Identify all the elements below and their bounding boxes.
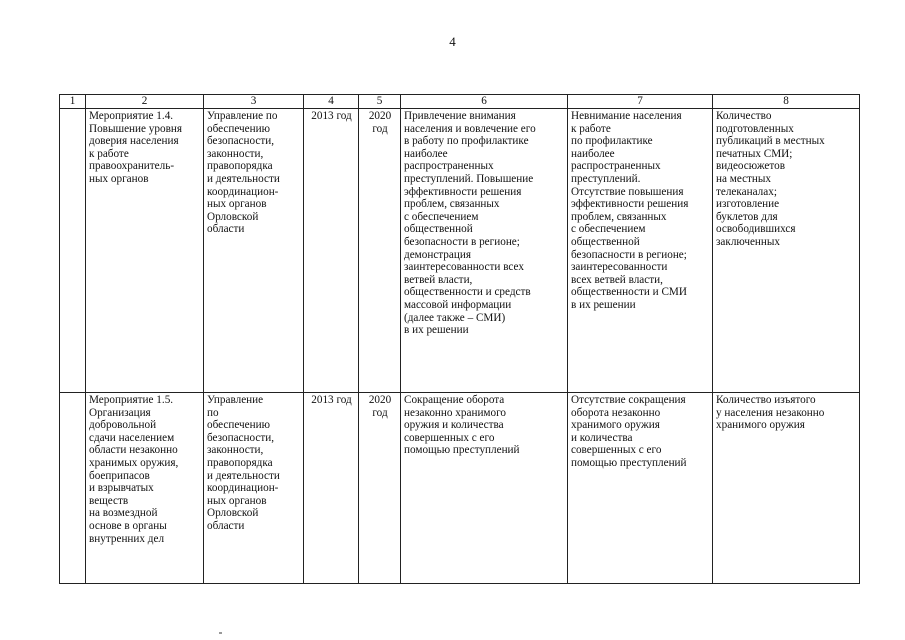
- column-header-7: 7: [568, 95, 713, 109]
- measure-name-cell: Мероприятие 1.4. Повышение уровня доверия населения к работе правоохранитель- ных органов: [86, 109, 204, 393]
- page-number: 4: [449, 34, 456, 49]
- column-header-6: 6: [401, 95, 568, 109]
- consequences-cell: Невнимание населения к работе по профилактике наиболее распространенных преступлений. Отсутствие повышения эффективности решения проблем, связанных с обеспечением общественной безопасности в регионе; заинтересованности всех ветвей власти, общественности и СМИ в их решении: [568, 109, 713, 393]
- measures-table: [59, 94, 860, 584]
- column-header-1: 1: [60, 95, 86, 109]
- indicator-cell: Количество подготовленных публикаций в местных печатных СМИ; видеосюжетов на местных телеканалах; изготовление буклетов для освободившихся заключенных: [713, 109, 860, 393]
- executor-cell: Управление по обеспечению безопасности, законности, правопорядка и деятельности координацион- ных органов Орловской области: [204, 109, 304, 393]
- indicator-cell: Количество изъятого у населения незаконно хранимого оружия: [713, 393, 860, 584]
- executor-cell: Управление по обеспечению безопасности, законности, правопорядка и деятельности координацион- ных органов Орловской области: [204, 393, 304, 584]
- column-header-5: 5: [359, 95, 401, 109]
- column-header-3: 3: [204, 95, 304, 109]
- expected-result-cell: Привлечение внимания населения и вовлечение его в работу по профилактике наиболее распространенных преступлений. Повышение эффективности решения проблем, связанных с обеспечением общественной безопасности в регионе; демонстрация заинтересованности всех ветвей власти, общественности и средств массовой информации (далее также – СМИ) в их решении: [401, 109, 568, 393]
- header-row: [60, 95, 860, 109]
- scan-speck: [219, 632, 222, 634]
- end-year-cell: 2020 год: [359, 109, 401, 393]
- table-row: [60, 393, 860, 584]
- column-header-8: 8: [713, 95, 860, 109]
- start-year-cell: 2013 год: [304, 109, 359, 393]
- column-header-4: 4: [304, 95, 359, 109]
- start-year-cell: 2013 год: [304, 393, 359, 584]
- expected-result-cell: Сокращение оборота незаконно хранимого оружия и количества совершенных с его помощью преступлений: [401, 393, 568, 584]
- row-number-cell: [60, 109, 86, 393]
- measure-name-cell: Мероприятие 1.5. Организация добровольной сдачи населением области незаконно хранимых оружия, боеприпасов и взрывчатых веществ на возмездной основе в органы внутренних дел: [86, 393, 204, 584]
- end-year-cell: 2020 год: [359, 393, 401, 584]
- row-number-cell: [60, 393, 86, 584]
- table-row: [60, 109, 860, 393]
- consequences-cell: Отсутствие сокращения оборота незаконно хранимого оружия и количества совершенных с его помощью преступлений: [568, 393, 713, 584]
- column-header-2: 2: [86, 95, 204, 109]
